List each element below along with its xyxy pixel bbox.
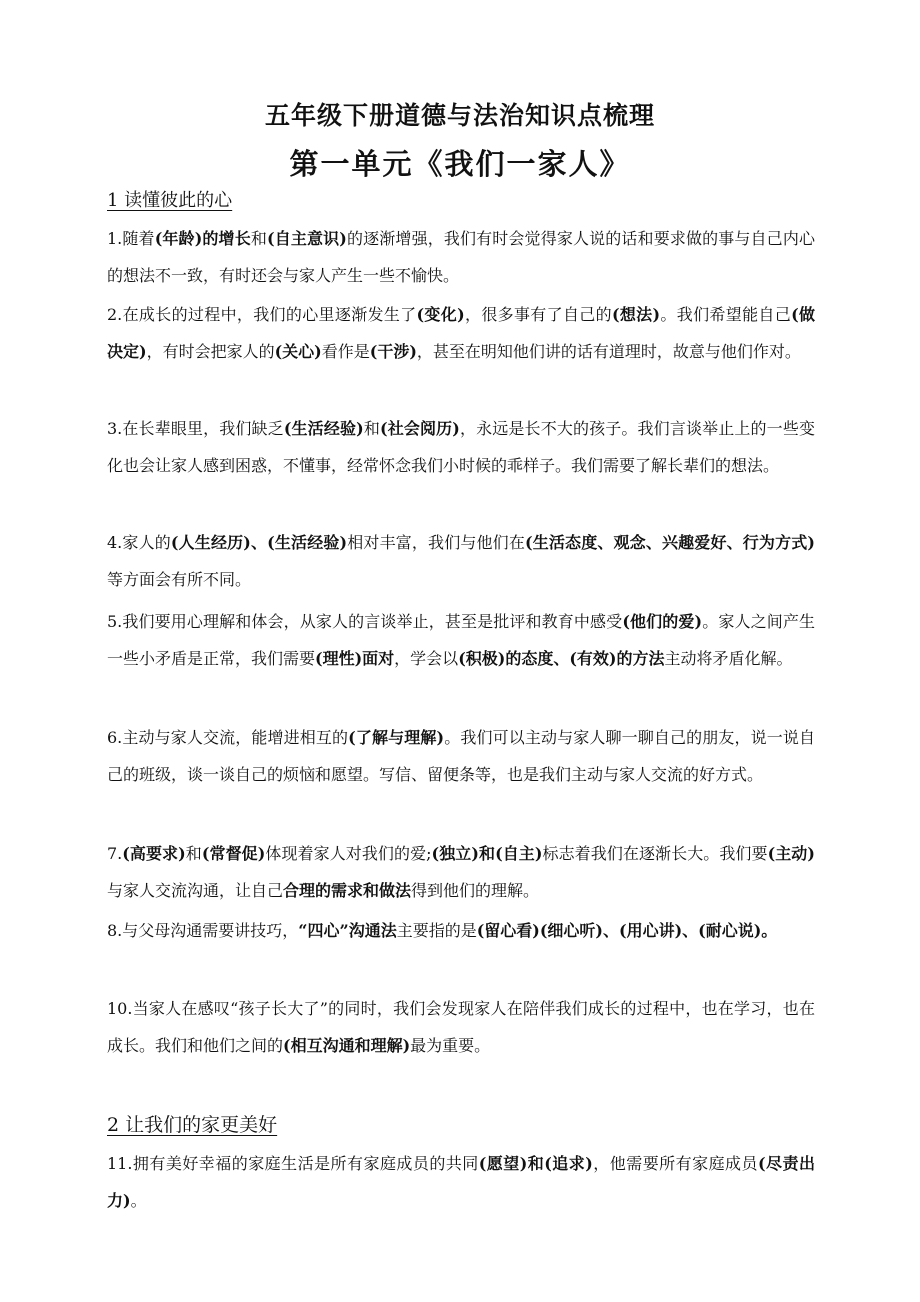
key-term: 合理的需求和做法 [283,881,412,900]
knowledge-point-3 [107,410,815,484]
key-term: (常督促) [201,844,266,863]
knowledge-point-2 [107,296,815,370]
text-run: 2.在成长的过程中，我们的心里逐渐发生了 [107,305,417,324]
text-run: ，永远是长不大的孩子。我们言谈举止上的一些变化也会让家人感到困惑，不懂事，经常怀念我们小时候的乖样子。我们需要了解长辈们的想法。 [107,419,815,475]
key-term: (年龄)的增长 [154,229,251,248]
text-run: ，学会以 [394,649,459,668]
text-run: 。 [130,1191,147,1210]
text-run: 最为重要。 [410,1036,491,1055]
text-run: 看作是 [321,342,370,361]
text-run: 和 [250,229,267,248]
key-term: (变化) [416,305,465,324]
key-term: (尽责出力) [107,1154,815,1210]
section-heading-2: 2 让我们的家更美好 [107,1114,278,1136]
key-term: (人生经历)、(生活经验) [170,533,348,552]
knowledge-point-1 [107,220,815,294]
text-run: 。我们可以主动与家人聊一聊自己的朋友，说一说自己的班级，谈一谈自己的烦恼和愿望。写信、留便条等，也是我们主动与家人交流的好方式。 [107,728,815,784]
knowledge-point-8 [107,912,815,949]
text-run: ，甚至在明知他们讲的话有道理时，故意与他们作对。 [416,342,801,361]
text-run: ，他需要所有家庭成员 [592,1154,758,1173]
text-run: 体现着家人对我们的爱; [265,844,432,863]
text-run: 10.当家人在感叹“孩子长大了”的同时，我们会发现家人在陪伴我们成长的过程中，也在学习，也在成长。我们和他们之间的 [107,999,815,1055]
key-term: (社会阅历) [379,419,460,438]
text-run: 和 [185,844,202,863]
key-term: (关心) [274,342,322,361]
key-term: (主动) [767,844,815,863]
text-run: 主要指的是 [396,921,477,940]
text-run: 1.随着 [107,229,155,248]
text-run: 相对丰富，我们与他们在 [347,533,525,552]
document-title: 五年级下册道德与法治知识点梳理 [264,101,655,130]
text-run: 。家人之间产生一些小矛盾是正常，我们需要 [107,612,815,668]
key-term: (他们的爱) [622,612,703,631]
knowledge-point-5 [107,603,815,677]
key-term: (高要求) [122,844,186,863]
text-run: 7. [107,844,123,863]
key-term: (做决定) [107,305,815,361]
key-term: (干涉) [369,342,417,361]
text-run: 3.在长辈眼里，我们缺乏 [107,419,284,438]
key-term: (理性)面对 [315,649,395,668]
knowledge-point-10 [107,990,815,1064]
key-term: (了解与理解) [348,728,445,747]
key-term: (相互沟通和理解) [283,1036,411,1055]
key-term: (留心看)(细心听)、(用心讲)、(耐心说)。 [476,921,778,940]
text-run: ，很多事有了自己的 [464,305,612,324]
knowledge-point-4 [107,524,815,598]
knowledge-point-7 [107,835,815,909]
text-run: ，有时会把家人的 [146,342,275,361]
text-run: 4.家人的 [107,533,171,552]
text-run: 8.与父母沟通需要讲技巧， [107,921,299,940]
text-run: 标志着我们在逐渐长大。我们要 [542,844,768,863]
key-term: (自主意识) [267,229,347,248]
text-run: 与家人交流沟通，让自己 [107,881,284,900]
section-heading-1: 1 读懂彼此的心 [107,190,233,211]
text-run: 的逐渐增强，我们有时会觉得家人说的话和要求做的事与自己内心的想法不一致，有时还会与家人产生一些不愉快。 [107,229,815,285]
knowledge-point-11 [107,1145,815,1219]
key-term: (积极)的态度、(有效)的方法 [458,649,665,668]
key-term: (想法) [611,305,661,324]
unit-title: 第一单元《我们一家人》 [289,147,631,181]
text-run: 11.拥有美好幸福的家庭生活是所有家庭成员的共同 [107,1154,479,1173]
text-run: 和 [363,419,380,438]
text-run: 得到他们的理解。 [411,881,540,900]
key-term: (生活经验) [283,419,364,438]
key-term: (独立)和(自主) [431,844,543,863]
text-run: 主动将矛盾化解。 [664,649,793,668]
text-run: 。我们希望能自己 [660,305,792,324]
key-term: (愿望)和(追求) [478,1154,593,1173]
text-run: 6.主动与家人交流，能增进相互的 [107,728,349,747]
key-term: “四心”沟通法 [298,921,397,940]
knowledge-point-6 [107,719,815,793]
text-run: 5.我们要用心理解和体会，从家人的言谈举止，甚至是批评和教育中感受 [107,612,623,631]
text-run: 等方面会有所不同。 [107,570,252,589]
key-term: (生活态度、观念、兴趣爱好、行为方式) [525,533,815,552]
